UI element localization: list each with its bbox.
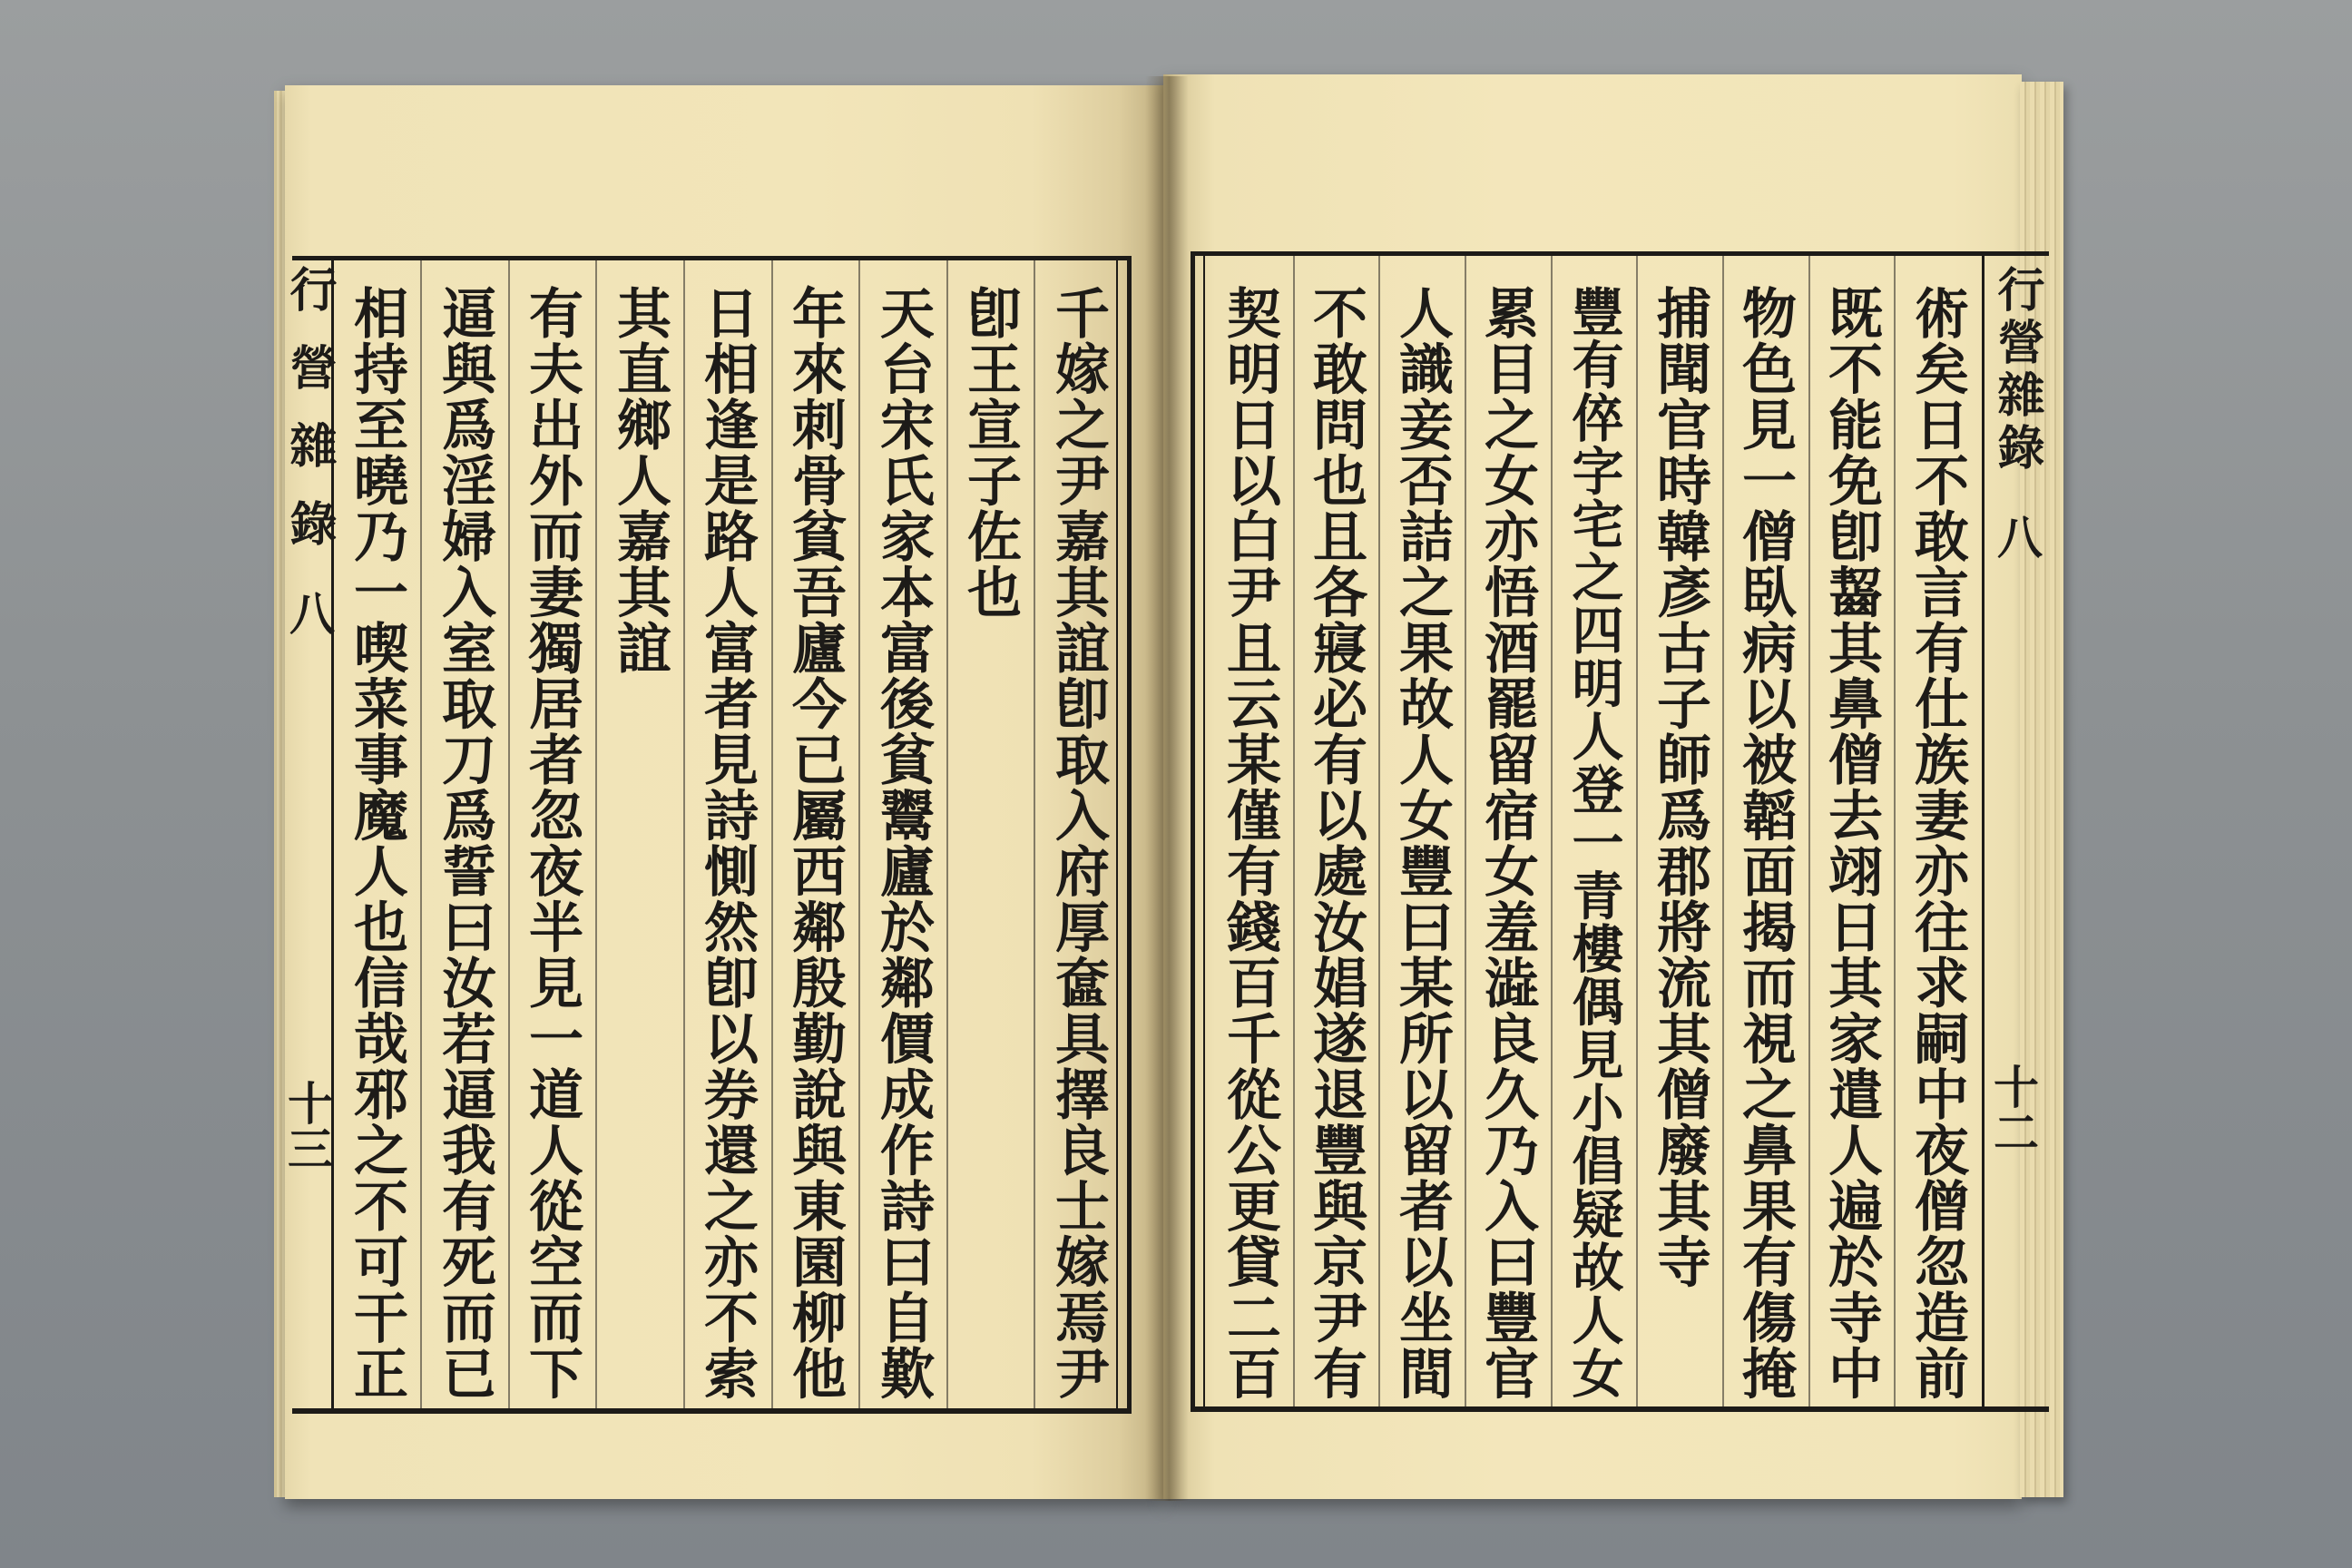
text-column: 有夫出外而妻獨居者忽夜半見一道人從空而下 [520,285,583,1401]
column-rule [858,260,860,1408]
column-rule [1293,256,1295,1406]
left-banxin-juan: 八 [282,590,336,635]
left-banxin-title: 行營雜錄 [281,265,337,577]
column-rule [1465,256,1466,1406]
right-banxin-juan: 八 [1990,514,2043,559]
left-frame-top [292,256,1132,260]
column-rule [1034,260,1035,1408]
text-column: 相持至曉乃一喫菜事魔人也信哉邪之不可干正 [345,285,408,1401]
column-rule [1722,256,1724,1406]
text-column: 日相逢是路人富者見詩惻然卽以券還之亦不索 [695,285,759,1401]
right-frame-top [1191,251,2049,256]
text-column: 天台宋氏家本富後貧鬻廬於鄰價成作詩曰自歎 [871,285,935,1401]
left-banxin [280,245,337,1425]
text-column: 既不能免卽齧其鼻僧去翊日其家遣人遍於寺中 [1819,285,1883,1401]
text-column: 累目之女亦悟酒罷留宿女羞澁良久乃入曰豐官 [1475,285,1539,1401]
text-column: 千嫁之尹嘉其誼卽取入府厚奩具擇良士嫁焉尹 [1046,285,1110,1401]
left-frame-bottom [292,1408,1132,1414]
left-frame-right-inner [1116,260,1118,1408]
column-rule [420,260,422,1408]
column-rule [1378,256,1380,1406]
text-column: 捕聞官時韓彥古子師爲郡將流其僧廢其寺 [1648,285,1711,1289]
text-column: 卽王宣子佐也 [958,285,1022,620]
column-rule [771,260,773,1408]
column-rule [508,260,510,1408]
column-rule [946,260,948,1408]
right-banxin-folio-number: 十二 [1986,1063,2040,1154]
column-rule [683,260,685,1408]
text-column: 逼與爲淫婦入室取刀爲誓曰汝若逼我有死而已 [433,285,496,1401]
text-column: 術矣日不敢言有仕族妻亦往求嗣中夜僧忽造前 [1906,285,1969,1401]
text-column: 物色見一僧臥病以被韜面揭而視之鼻果有傷掩 [1733,285,1797,1401]
book-spine-shadow [1145,76,1189,1501]
text-column: 豐有倅字宅之四明人登一青樓偶見小倡疑故人女 [1563,285,1624,1400]
text-column: 契明日以白尹且云某僅有錢百千從公更貸二百 [1218,285,1281,1401]
column-rule [1894,256,1896,1406]
right-banxin-title: 行營雜錄 [1989,265,2044,475]
text-column: 年來刺骨貧吾廬今已屬西鄰殷勤說與東園柳他 [783,285,847,1401]
column-rule [595,260,597,1408]
column-rule [1808,256,1810,1406]
right-frame-left-outer [1191,251,1195,1412]
column-rule [1636,256,1638,1406]
text-column: 人識妾否詰之果故人女豐曰某所以留者以坐間 [1390,285,1454,1401]
right-banxin-separator [1982,251,1984,1412]
text-column: 不敢問也且各寢必有以處汝娼遂退豐與京尹有 [1304,285,1367,1401]
left-frame-right-outer [1127,256,1132,1414]
left-banxin-folio-number: 十三 [280,1080,334,1171]
right-frame-left-inner [1203,256,1205,1406]
column-rule [1551,256,1553,1406]
text-column: 其直鄉人嘉其誼 [608,285,671,676]
right-frame-bottom [1191,1406,2049,1412]
